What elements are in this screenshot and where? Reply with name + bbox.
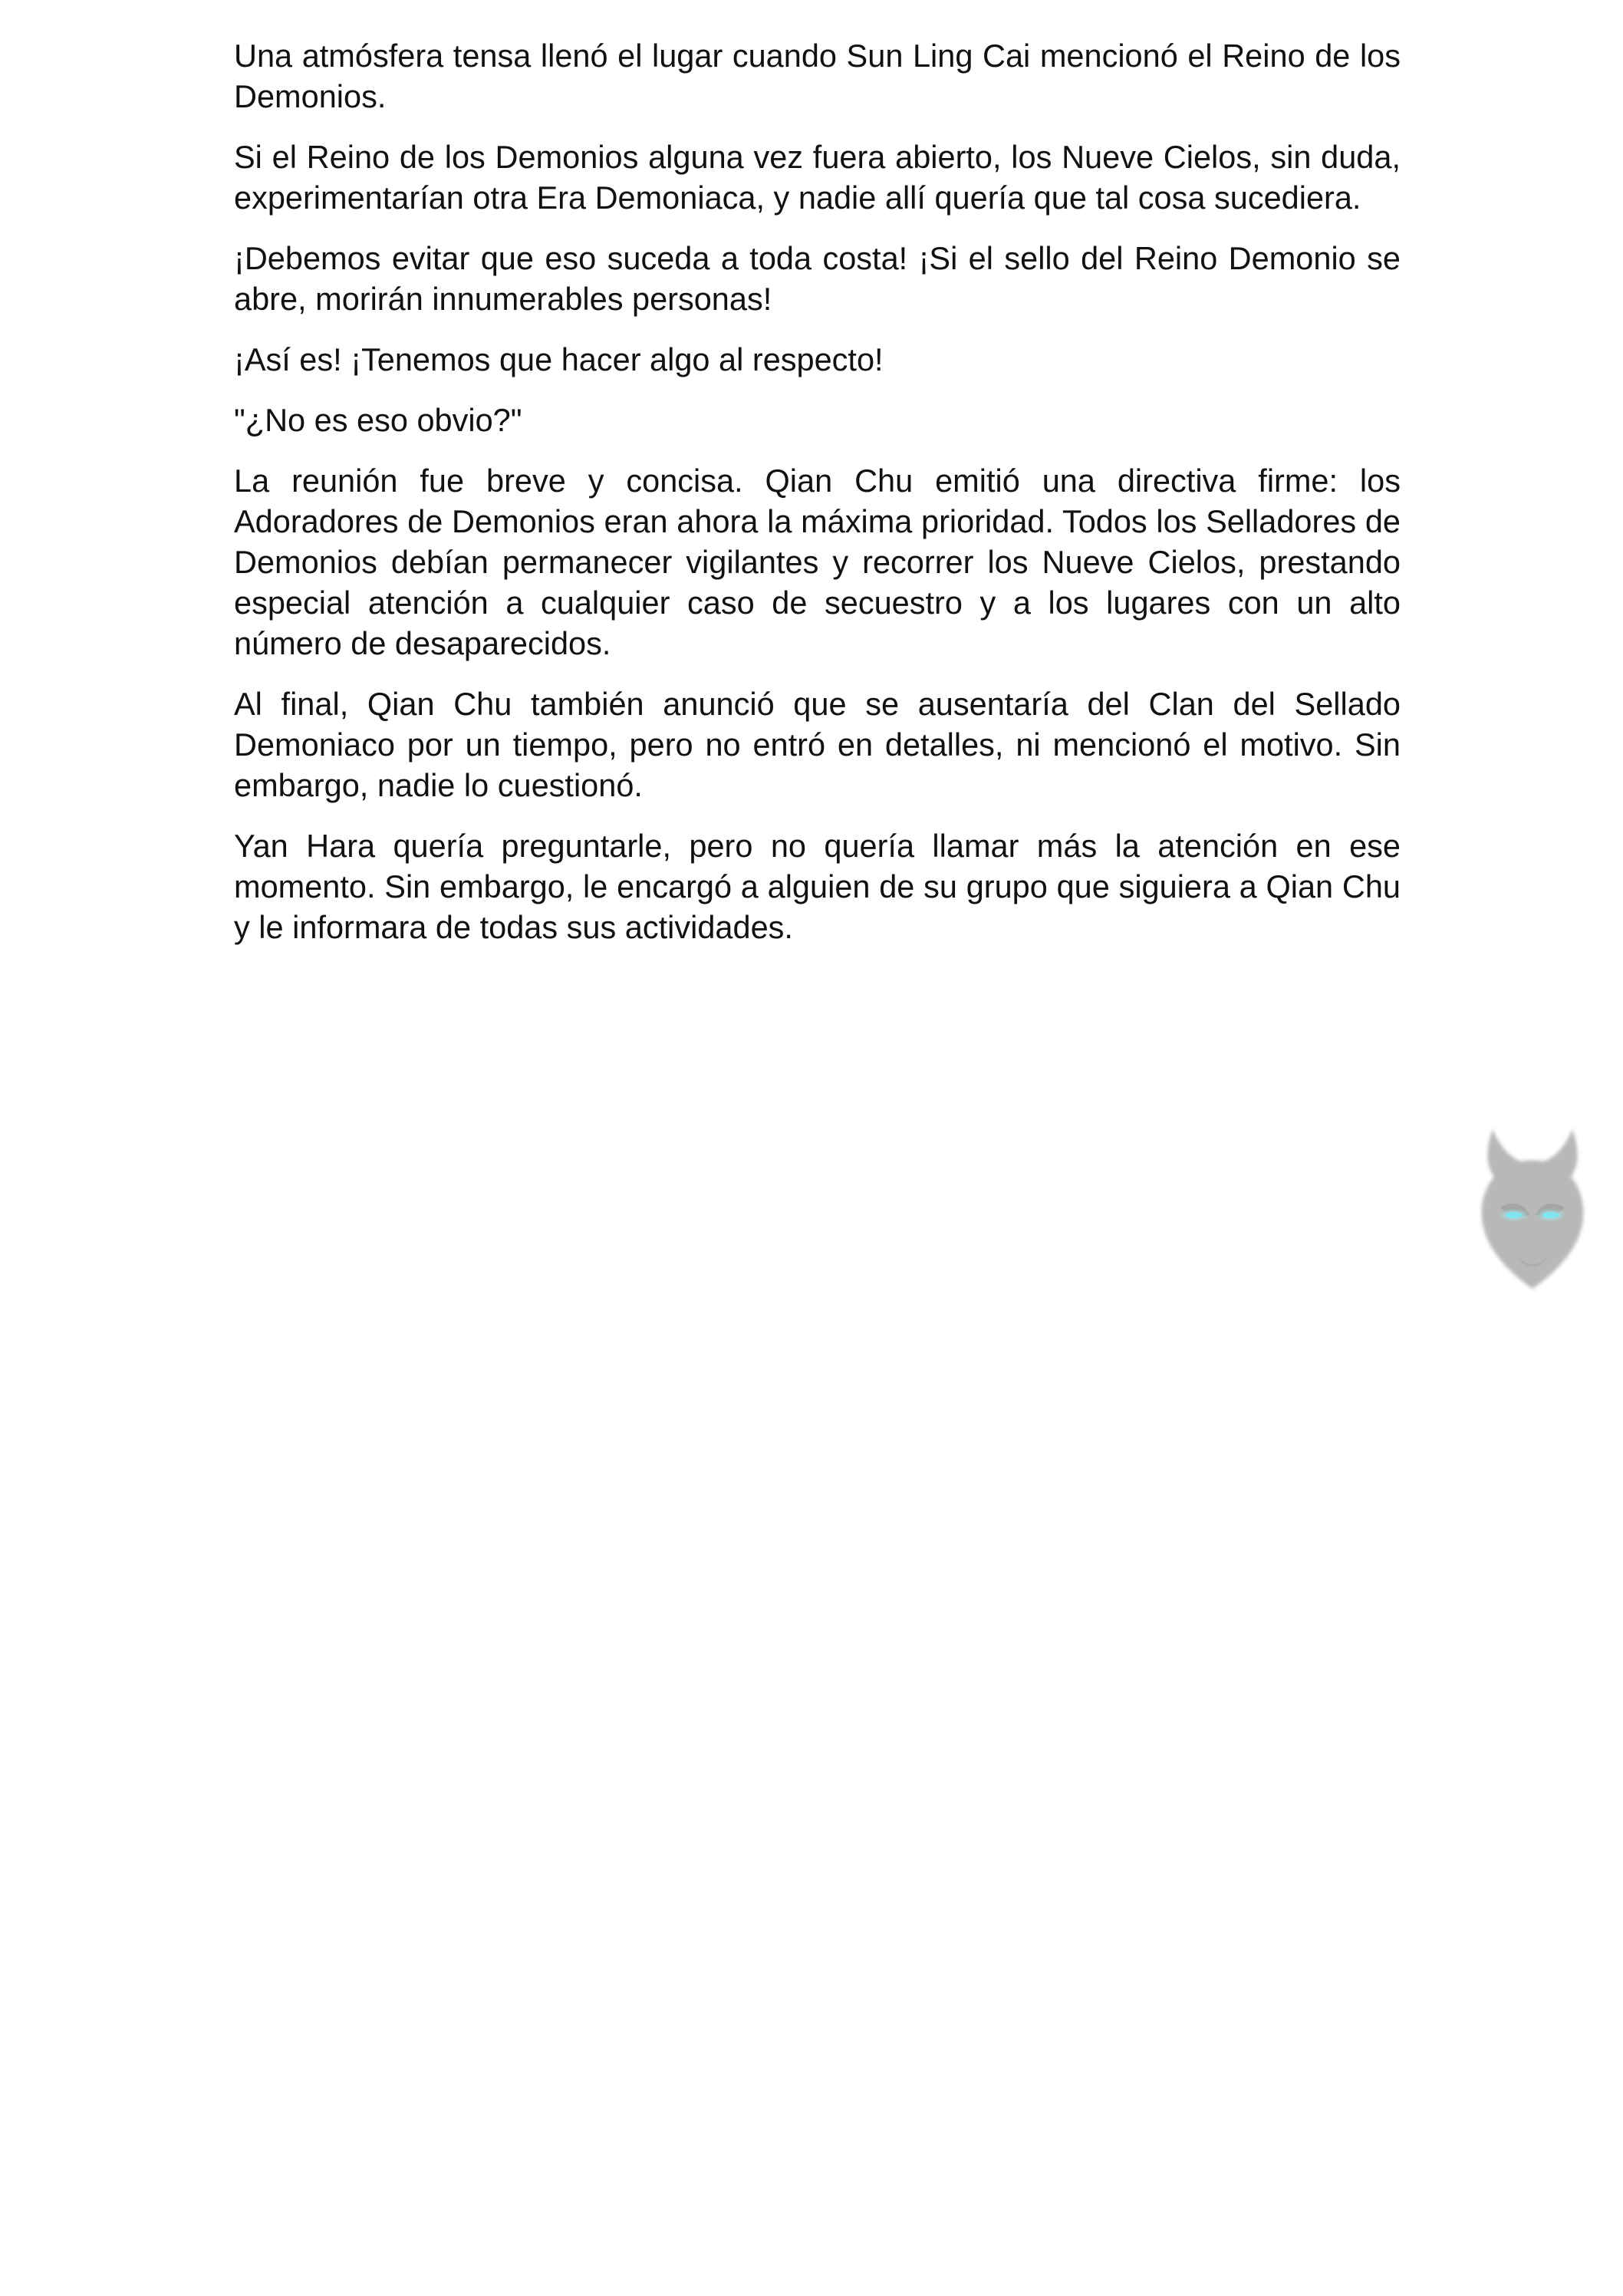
demon-head-icon xyxy=(1463,1125,1602,1293)
paragraph: Al final, Qian Chu también anunció que se ausentaría del Clan del Sellado Demoniaco por un tiempo, pero no entró en detalles, ni mencionó el motivo. Sin embargo, nadie lo cuestionó. xyxy=(234,686,1401,803)
paragraph: ¡Así es! ¡Tenemos que hacer algo al respecto! xyxy=(234,341,884,377)
paragraph: La reunión fue breve y concisa. Qian Chu emitió una directiva firme: los Adoradores de Demonios eran ahora la máxima prioridad. Todos los Selladores de Demonios debían permanecer vigilantes y recorrer los Nueve Cielos, prestando especial atención a cualquier caso de secuestro y a los lugares con un alto número de desaparecidos. xyxy=(234,463,1401,661)
paragraph: Si el Reino de los Demonios alguna vez fuera abierto, los Nueve Cielos, sin duda, experimentarían otra Era Demoniaca, y nadie allí quería que tal cosa sucediera. xyxy=(234,139,1401,216)
text-body xyxy=(234,35,1401,967)
paragraph: Una atmósfera tensa llenó el lugar cuando Sun Ling Cai mencionó el Reino de los Demonios. xyxy=(234,38,1401,114)
paragraph: "¿No es eso obvio?" xyxy=(234,402,522,438)
paragraph: Yan Hara quería preguntarle, pero no quería llamar más la atención en ese momento. Sin embargo, le encargó a alguien de su grupo que siguiera a Qian Chu y le informara de todas sus actividades. xyxy=(234,828,1401,945)
paragraph: ¡Debemos evitar que eso suceda a toda costa! ¡Si el sello del Reino Demonio se abre, morirán innumerables personas! xyxy=(234,240,1401,317)
